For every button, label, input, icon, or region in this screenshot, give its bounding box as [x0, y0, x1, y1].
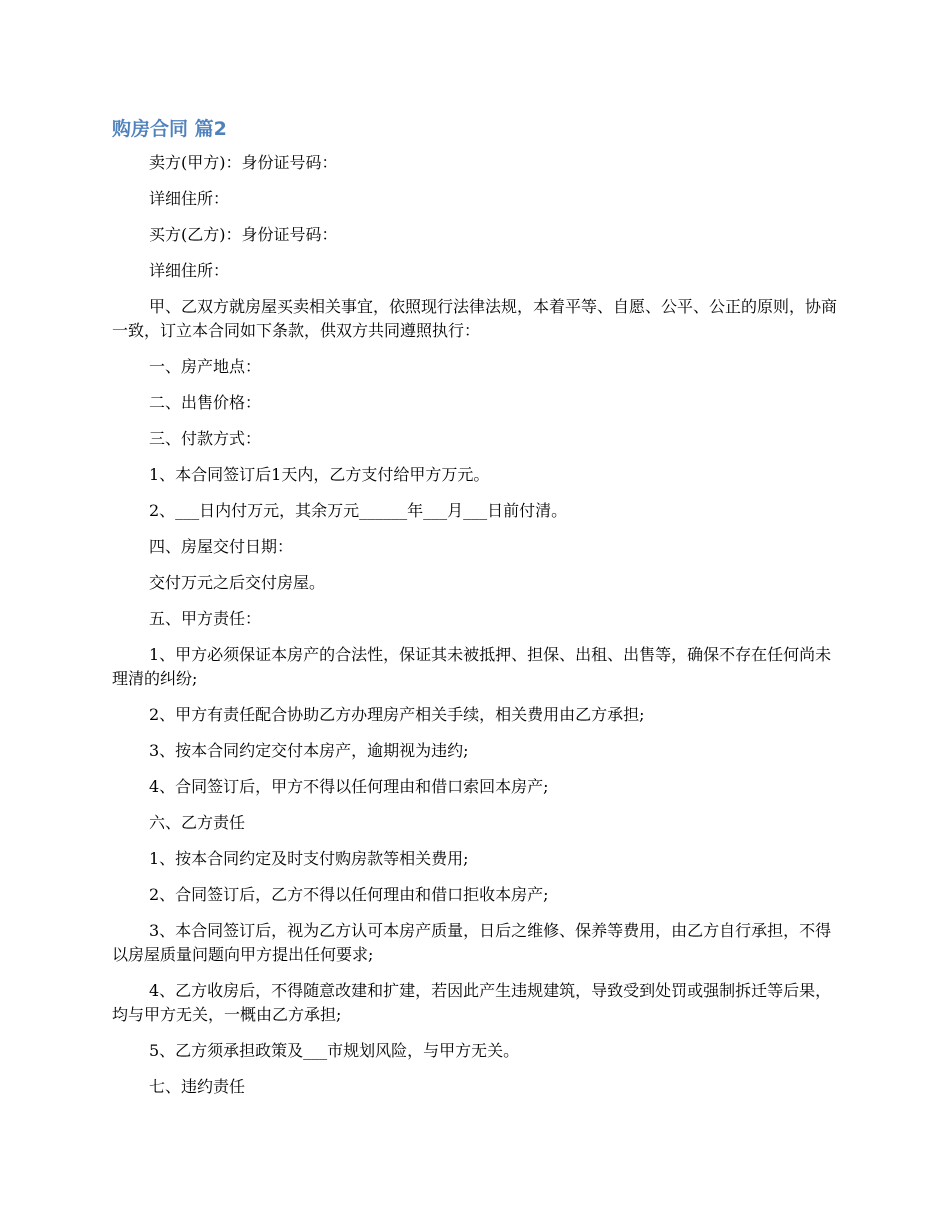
heading-payment-method: 三、付款方式： — [149, 429, 262, 448]
clause-party-b-5: 5、乙方须承担政策及___市规划风险，与甲方无关。 — [149, 1041, 520, 1060]
paragraph-seller-address: 详细住所： — [149, 189, 230, 208]
clause-party-b-3: 3、本合同签订后，视为乙方认可本房产质量，日后之维修、保养等费用，由乙方自行承担，不得以房屋质量问题向甲方提出任何要求; — [112, 921, 832, 964]
clause-payment-1: 1、本合同签订后1天内，乙方支付给甲方万元。 — [149, 465, 490, 484]
clause-party-a-3: 3、按本合同约定交付本房产，逾期视为违约; — [149, 741, 469, 760]
paragraph-buyer: 买方(乙方)：身份证号码： — [149, 225, 338, 244]
document-body — [112, 151, 838, 1111]
heading-party-a-duties: 五、甲方责任： — [149, 609, 262, 628]
heading-property-location: 一、房产地点： — [149, 357, 262, 376]
heading-breach-liability: 七、违约责任 — [149, 1077, 246, 1096]
clause-party-b-1: 1、按本合同约定及时支付购房款等相关费用; — [149, 849, 469, 868]
paragraph-buyer-address: 详细住所： — [149, 261, 230, 280]
clause-party-a-2: 2、甲方有责任配合协助乙方办理房产相关手续，相关费用由乙方承担; — [149, 705, 645, 724]
clause-party-a-4: 4、合同签订后，甲方不得以任何理由和借口索回本房产; — [149, 777, 549, 796]
paragraph-preamble: 甲、乙双方就房屋买卖相关事宜，依照现行法律法规，本着平等、自愿、公平、公正的原则，协商一致，订立本合同如下条款，供双方共同遵照执行： — [112, 297, 838, 340]
heading-party-b-duties: 六、乙方责任 — [149, 813, 246, 832]
clause-party-a-1: 1、甲方必须保证本房产的合法性，保证其未被抵押、担保、出租、出售等，确保不存在任何尚未理清的纠纷; — [112, 645, 832, 688]
heading-delivery-date: 四、房屋交付日期： — [149, 537, 294, 556]
clause-party-b-4: 4、乙方收房后，不得随意改建和扩建，若因此产生违规建筑，导致受到处罚或强制拆迁等后果，均与甲方无关，一概由乙方承担; — [112, 981, 832, 1024]
clause-delivery: 交付万元之后交付房屋。 — [149, 573, 326, 592]
paragraph-seller: 卖方(甲方)：身份证号码： — [149, 153, 338, 172]
clause-party-b-2: 2、合同签订后，乙方不得以任何理由和借口拒收本房产; — [149, 885, 549, 904]
heading-sale-price: 二、出售价格： — [149, 393, 262, 412]
document-title: 购房合同 篇2 — [112, 118, 227, 140]
clause-payment-2: 2、___日内付万元，其余万元______年___月___日前付清。 — [149, 501, 568, 520]
